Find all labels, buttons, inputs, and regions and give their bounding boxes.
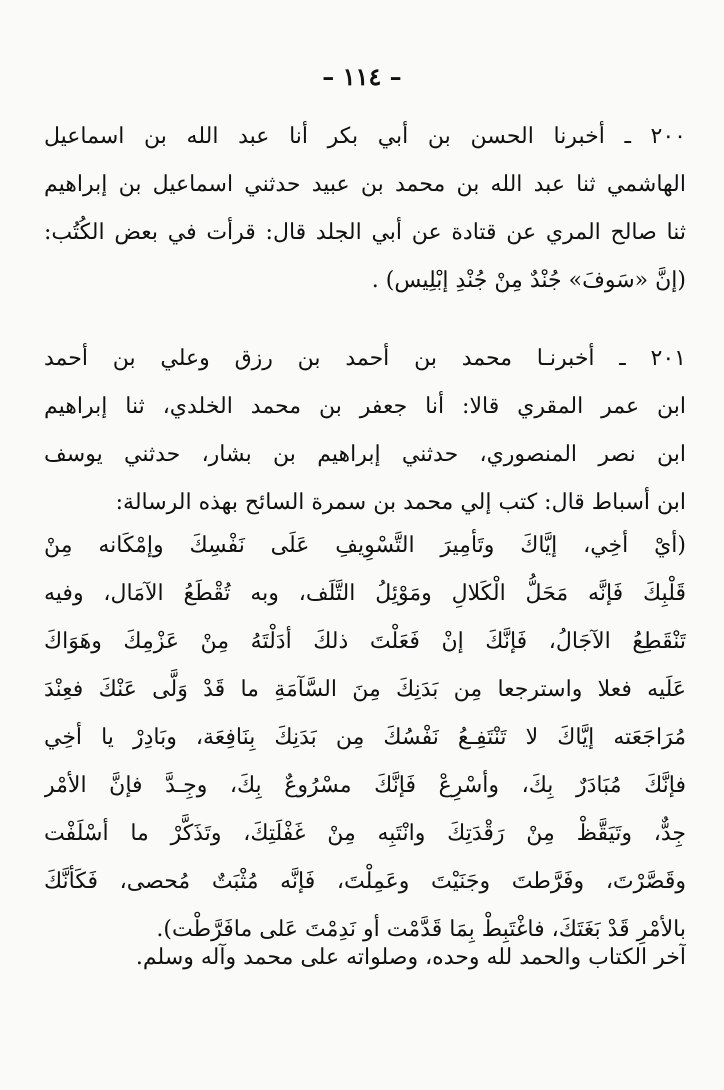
text-line: (أيْ أخِي، إيَّاكَ وتَأمِيرَ التَّسْوِيفِ عَلَى نَفْسِكَ وإمْكَانه مِنْ xyxy=(44,533,686,558)
colophon xyxy=(44,934,686,982)
text-line: مُرَاجَعَته إيَّاكَ لا تَنْتَفِـعُ نَفْسُكَ مِن بَدَنِكَ بِنَافِعَة، وبَادِرْ يا أخِي xyxy=(44,725,686,750)
text-line: فإنَّكَ مُبَادَرٌ بِكَ، وأسْرِعْ فَإنَّكَ مسْرُوعٌ بِكَ، وجِـدَّ فإنَّ الأمْر xyxy=(44,773,686,798)
text-line: ٢٠٠ ـ أخبرنا الحسن بن أبي بكر أنا عبد الله بن اسماعيل xyxy=(44,124,686,149)
text-line: ثنا صالح المري عن قتادة عن أبي الجلد قال: قرأت في بعض الكُتُب: xyxy=(44,220,686,245)
text-line: ابن أسباط قال: كتب إلي محمد بن سمرة السائح بهذه الرسالة: xyxy=(115,490,686,515)
paragraph-200 xyxy=(44,113,686,305)
text-line: (إنَّ «سَوفَ» جُنْدٌ مِنْ جُنْدِ إبْلِيس) . xyxy=(371,268,686,293)
text-line: وقَصَّرْتَ، وفَرَّطتَ وجَنَيْتَ وعَمِلْتَ، فَإنَّه مُثْبَتٌ مُحصى، فَكَأنَّكَ xyxy=(44,869,686,894)
text-line: قَلْبِكَ فَإنَّه مَحَلُّ الْكَلالِ ومَوْئِلُ التَّلَف، وبه تُقْطَعُ الآمَال، وفيه xyxy=(44,581,686,606)
text-line: جِدٌّ، وتَيَقَّظْ مِنْ رَقْدَتِكَ وانْتَبِه مِنْ غَفْلَتِكَ، وتَذَكَّرْ ما أسْلَفْت xyxy=(44,821,686,846)
text-line: تَنْقَطِعُ الآجَالُ، فَإنَّكَ إنْ فَعَلْتَ ذلكَ أدَلْتَهُ مِنْ عَزْمِكَ وهَوَاكَ xyxy=(44,629,686,654)
text-line: ابن نصر المنصوري، حدثني إبراهيم بن بشار، حدثني يوسف xyxy=(44,442,686,467)
text-line: ابن عمر المقري قالا: أنا جعفر بن محمد الخلدي، ثنا إبراهيم xyxy=(44,394,686,419)
paragraph-201-letter xyxy=(44,522,686,954)
text-line: الهاشمي ثنا عبد الله بن محمد بن عبيد حدثني اسماعيل بن إبراهيم xyxy=(44,172,686,197)
text-line: ٢٠١ ـ أخبرنـا محمد بن أحمد بن رزق وعلي بن أحمد xyxy=(44,346,686,371)
paragraph-201-isnad xyxy=(44,335,686,527)
text-line: بالأمْرِ قَدْ بَغَتَكَ، فاغْتَبِطْ بِمَا قَدَّمْت أو نَدِمْتَ عَلى مافَرَّطْت). xyxy=(156,917,686,942)
colophon-line: آخر الكتاب والحمد لله وحده، وصلواته على محمد وآله وسلم. xyxy=(135,945,686,970)
text-line: عَلَيه فعلا واسترجعا مِن بَدَنِكَ مِنَ السَّآمَةِ ما قَدْ وَلَّى عَنْكَ فعِنْدَ xyxy=(44,677,686,702)
page-number: – ١١٤ – xyxy=(322,62,402,91)
